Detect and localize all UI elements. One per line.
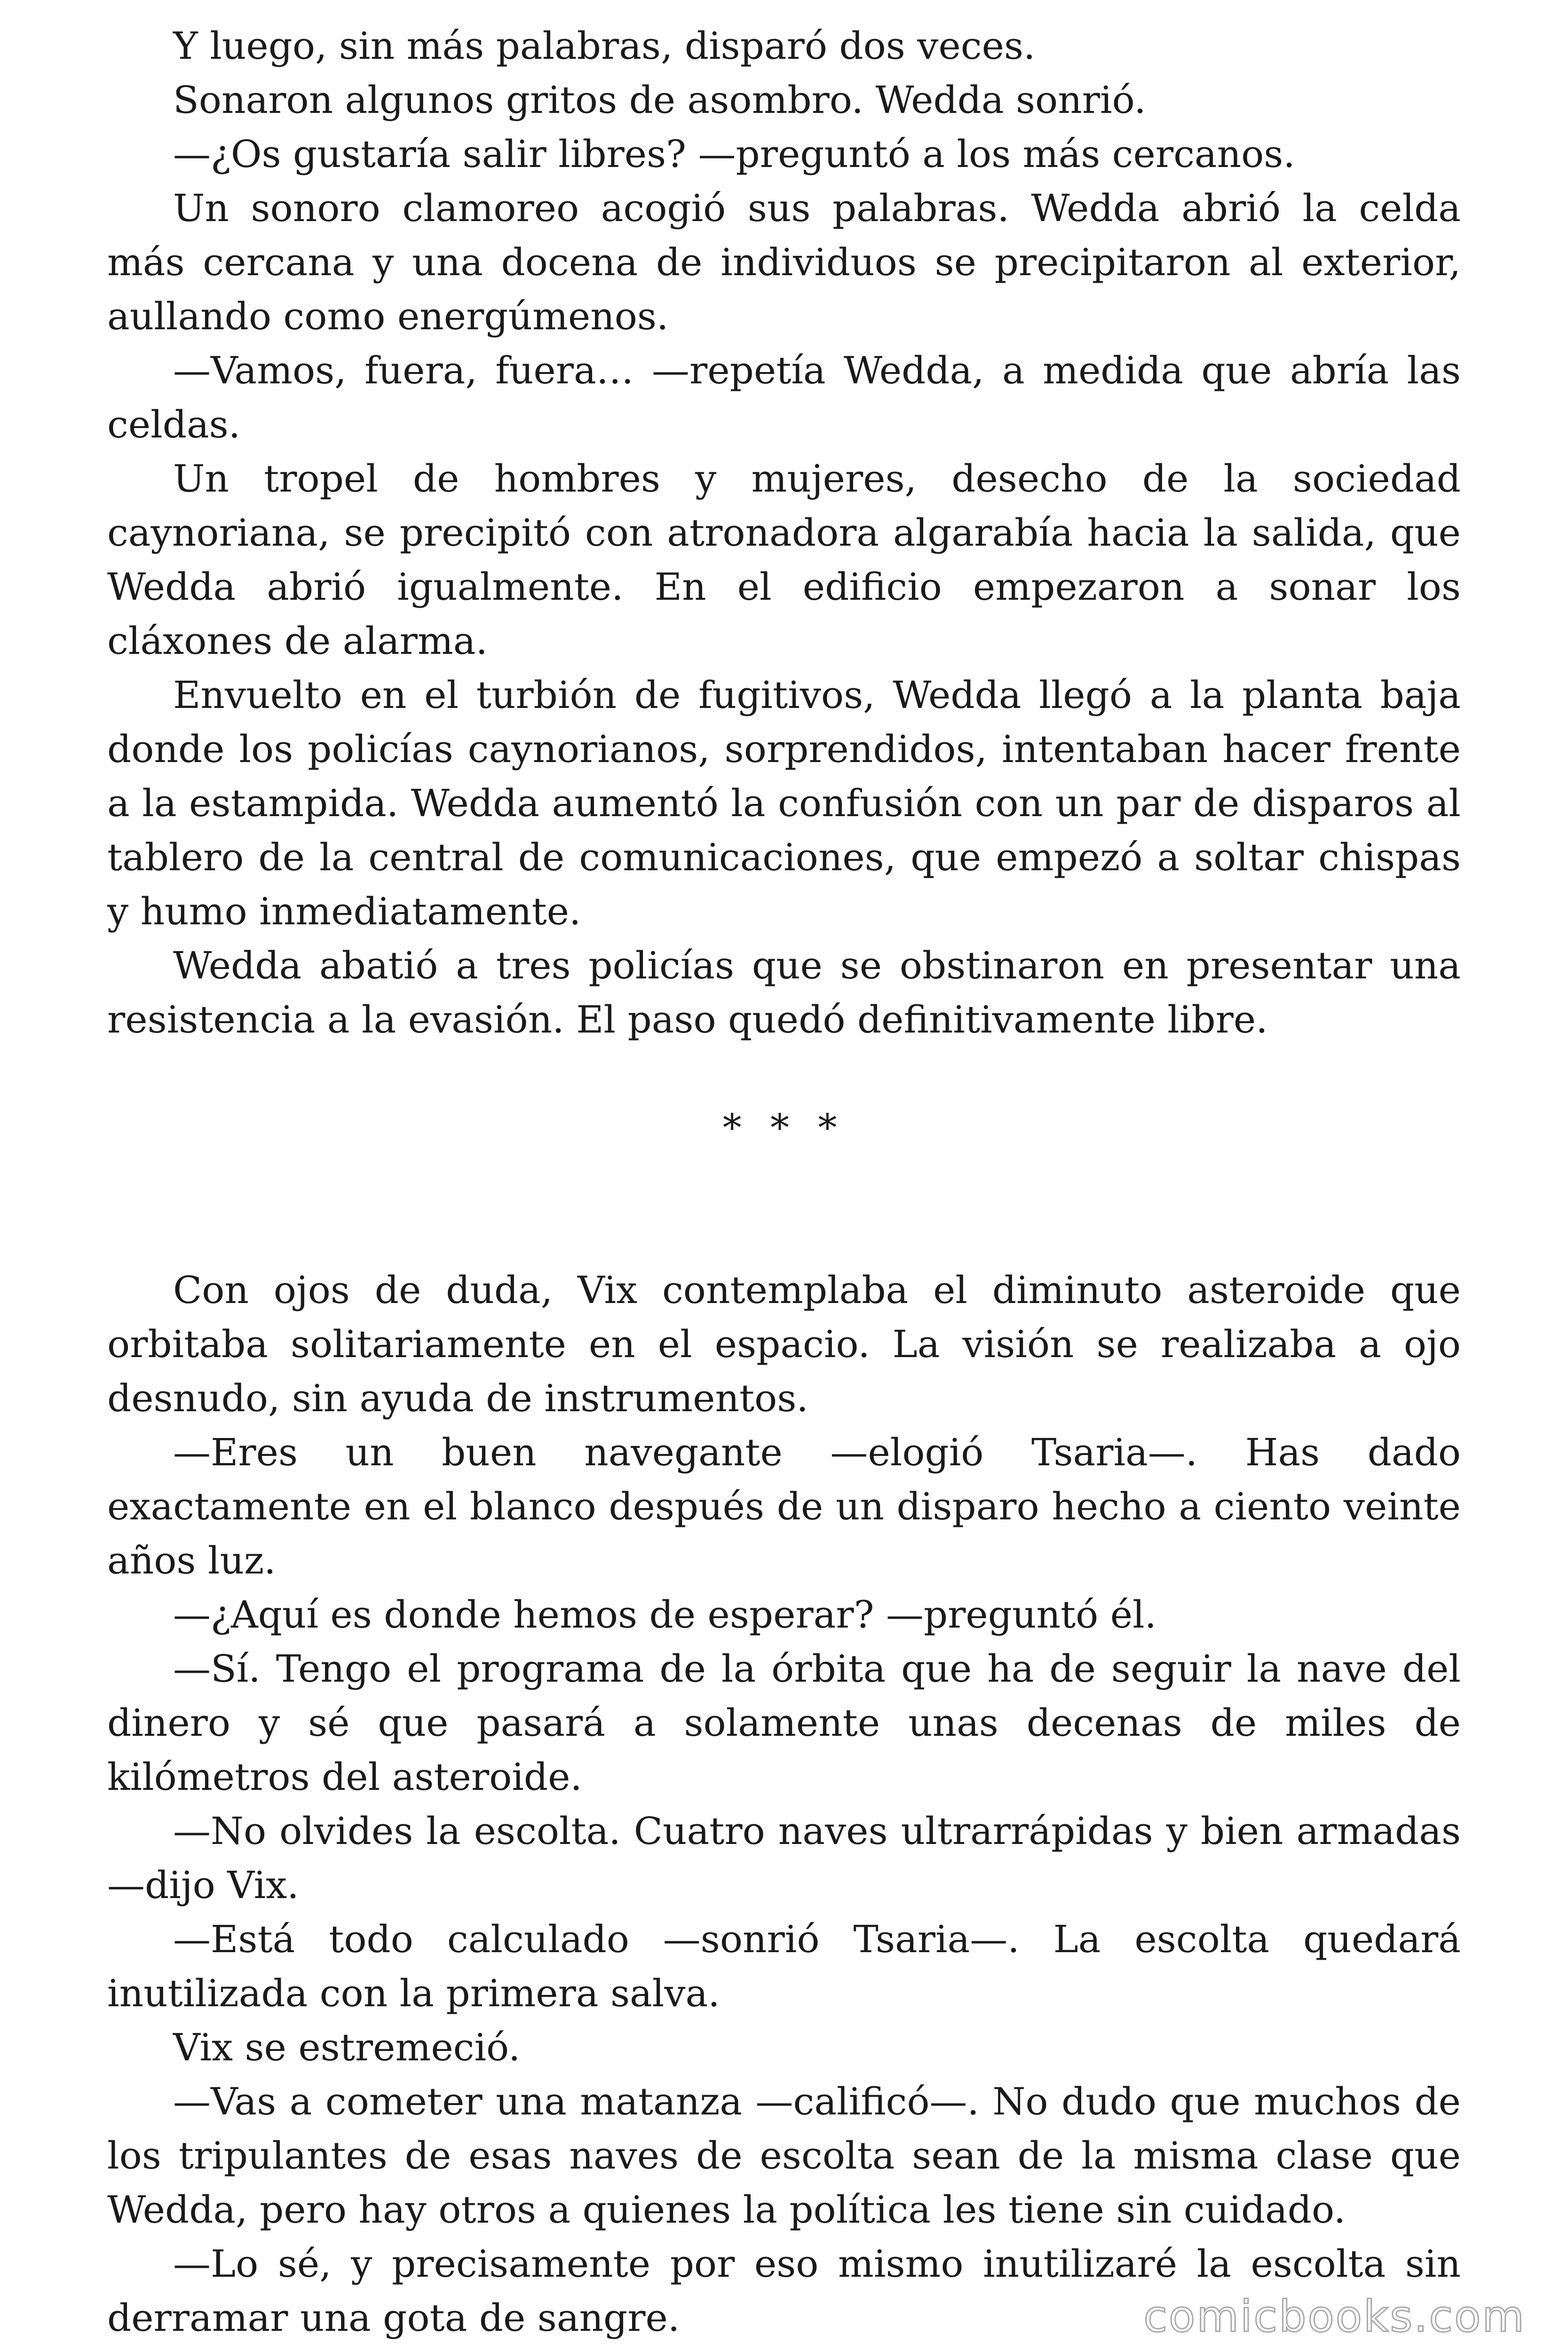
- paragraph: Un tropel de hombres y mujeres, desecho de la sociedad caynoriana, se precipitó con atronadora algarabía hacia la salida, que Wedda abrió igualmente. En el edificio empezaron a sonar los cláxones de alarma.: [107, 457, 1461, 663]
- section-one: [107, 19, 1461, 1047]
- paragraph: —Vas a cometer una matanza —calificó—. No dudo que muchos de los tripulantes de esas naves de escolta sean de la misma clase que Wedda, pero hay otros a quienes la política les tiene sin cuidado.: [107, 2080, 1461, 2232]
- paragraph: —No olvides la escolta. Cuatro naves ultrarrápidas y bien armadas —dijo Vix.: [107, 1809, 1461, 1907]
- paragraph: —Sí. Tengo el programa de la órbita que ha de seguir la nave del dinero y sé que pasará a solamente unas decenas de miles de kilómetros del asteroide.: [107, 1647, 1461, 1799]
- scene-separator: * * *: [722, 1106, 846, 1150]
- paragraph: —Eres un buen navegante —elogió Tsaria—. Has dado exactamente en el blanco después de un disparo hecho a ciento veinte años luz.: [107, 1430, 1461, 1582]
- watermark: comicbooks.com: [1143, 2291, 1526, 2342]
- paragraph: Y luego, sin más palabras, disparó dos veces.: [173, 24, 1036, 68]
- paragraph: —¿Aquí es donde hemos de esperar? —preguntó él.: [173, 1593, 1157, 1637]
- paragraph: —¿Os gustaría salir libres? —preguntó a los más cercanos.: [173, 132, 1295, 176]
- paragraph: Wedda abatió a tres policías que se obstinaron en presentar una resistencia a la evasión. El paso quedó definitivamente libre.: [107, 944, 1461, 1041]
- section-two: [107, 1263, 1461, 2345]
- paragraph: Con ojos de duda, Vix contemplaba el diminuto asteroide que orbitaba solitariamente en el espacio. La visión se realizaba a ojo desnudo, sin ayuda de instrumentos.: [107, 1268, 1461, 1420]
- paragraph: —Vamos, fuera, fuera… —repetía Wedda, a medida que abría las celdas.: [107, 349, 1461, 446]
- paragraph: Vix se estremeció.: [173, 2026, 521, 2069]
- paragraph: Un sonoro clamoreo acogió sus palabras. Wedda abrió la celda más cercana y una docena de individuos se precipitaron al exterior, aullando como energúmenos.: [107, 186, 1461, 338]
- paragraph: —Está todo calculado —sonrió Tsaria—. La escolta quedará inutilizada con la primera salva.: [107, 1917, 1461, 2015]
- paragraph: —Lo sé, y precisamente por eso mismo inutilizaré la escolta sin derramar una gota de sangre.: [107, 2242, 1461, 2340]
- book-page: [107, 19, 1461, 2345]
- paragraph: Envuelto en el turbión de fugitivos, Wedda llegó a la planta baja donde los policías caynorianos, sorprendidos, intentaban hacer frente a la estampida. Wedda aumentó la confusión con un par de disparos al tablero de la central de comunicaciones, que empezó a soltar chispas y humo inmediatamente.: [107, 673, 1461, 933]
- paragraph: Sonaron algunos gritos de asombro. Wedda sonrió.: [173, 78, 1146, 122]
